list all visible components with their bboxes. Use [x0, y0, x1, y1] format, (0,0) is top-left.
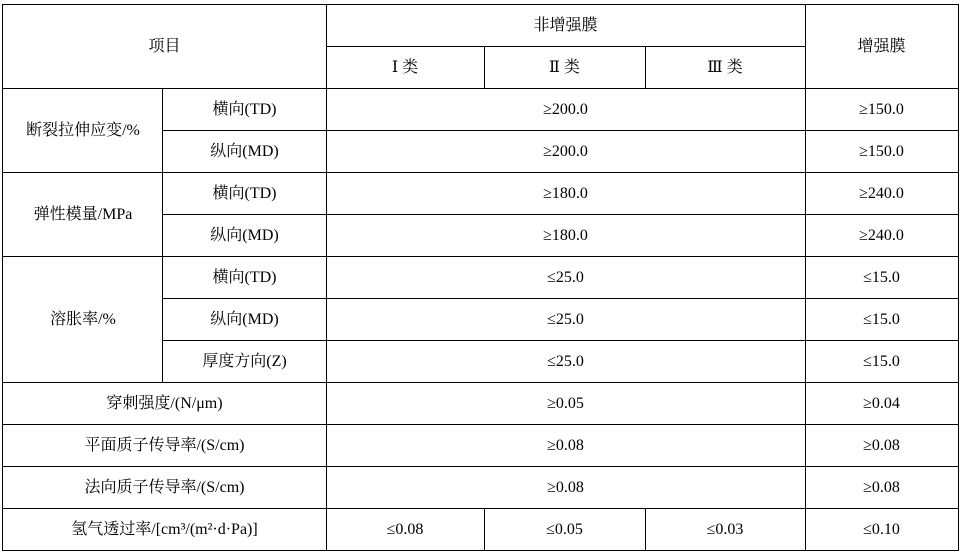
value-non-reinforced: ≥0.05 [326, 383, 805, 425]
specification-table [2, 4, 958, 551]
value-non-reinforced: ≤25.0 [326, 299, 805, 341]
table-row [3, 425, 958, 467]
table-row [3, 509, 958, 551]
table-row [3, 257, 958, 299]
sub-label-td: 横向(TD) [163, 173, 326, 215]
sub-label-thickness-z: 厚度方向(Z) [163, 341, 326, 383]
value-reinforced: ≥0.04 [805, 383, 958, 425]
value-non-reinforced: ≤25.0 [326, 257, 805, 299]
sub-label-td: 横向(TD) [163, 257, 326, 299]
value-class-3: ≤0.03 [645, 509, 805, 551]
value-class-2: ≤0.05 [484, 509, 645, 551]
value-reinforced: ≥0.08 [805, 425, 958, 467]
value-non-reinforced: ≥0.08 [326, 425, 805, 467]
value-non-reinforced: ≥200.0 [326, 89, 805, 131]
group-label-elastic-modulus: 弹性模量/MPa [3, 173, 163, 257]
value-reinforced: ≥150.0 [805, 89, 958, 131]
value-non-reinforced: ≤25.0 [326, 341, 805, 383]
value-non-reinforced: ≥200.0 [326, 131, 805, 173]
value-class-1: ≤0.08 [326, 509, 484, 551]
header-class-2: Ⅱ 类 [484, 47, 645, 89]
row-label-puncture-strength: 穿刺强度/(N/μm) [3, 383, 326, 425]
group-label-tensile-strain: 断裂拉伸应变/% [3, 89, 163, 173]
value-non-reinforced: ≥0.08 [326, 467, 805, 509]
header-class-3: Ⅲ 类 [645, 47, 805, 89]
value-reinforced: ≤15.0 [805, 299, 958, 341]
value-reinforced: ≤0.10 [805, 509, 958, 551]
value-non-reinforced: ≥180.0 [326, 173, 805, 215]
table-row [3, 383, 958, 425]
value-reinforced: ≥240.0 [805, 173, 958, 215]
group-label-swelling-rate: 溶胀率/% [3, 257, 163, 383]
table-row [3, 89, 958, 131]
table-row [3, 173, 958, 215]
sub-label-md: 纵向(MD) [163, 215, 326, 257]
value-reinforced: ≤15.0 [805, 257, 958, 299]
table-row [3, 467, 958, 509]
header-item: 项目 [3, 5, 326, 89]
row-label-through-plane-conductivity: 法向质子传导率/(S/cm) [3, 467, 326, 509]
value-reinforced: ≥0.08 [805, 467, 958, 509]
value-reinforced: ≥240.0 [805, 215, 958, 257]
row-label-in-plane-conductivity: 平面质子传导率/(S/cm) [3, 425, 326, 467]
value-reinforced: ≤15.0 [805, 341, 958, 383]
table-header-row-top [3, 5, 958, 47]
sub-label-md: 纵向(MD) [163, 299, 326, 341]
header-reinforced: 增强膜 [805, 5, 958, 89]
sub-label-md: 纵向(MD) [163, 131, 326, 173]
header-class-1: Ⅰ 类 [326, 47, 484, 89]
header-non-reinforced: 非增强膜 [326, 5, 805, 47]
value-reinforced: ≥150.0 [805, 131, 958, 173]
row-label-hydrogen-permeability: 氢气透过率/[cm³/(m²·d·Pa)] [3, 509, 326, 551]
sub-label-td: 横向(TD) [163, 89, 326, 131]
value-non-reinforced: ≥180.0 [326, 215, 805, 257]
